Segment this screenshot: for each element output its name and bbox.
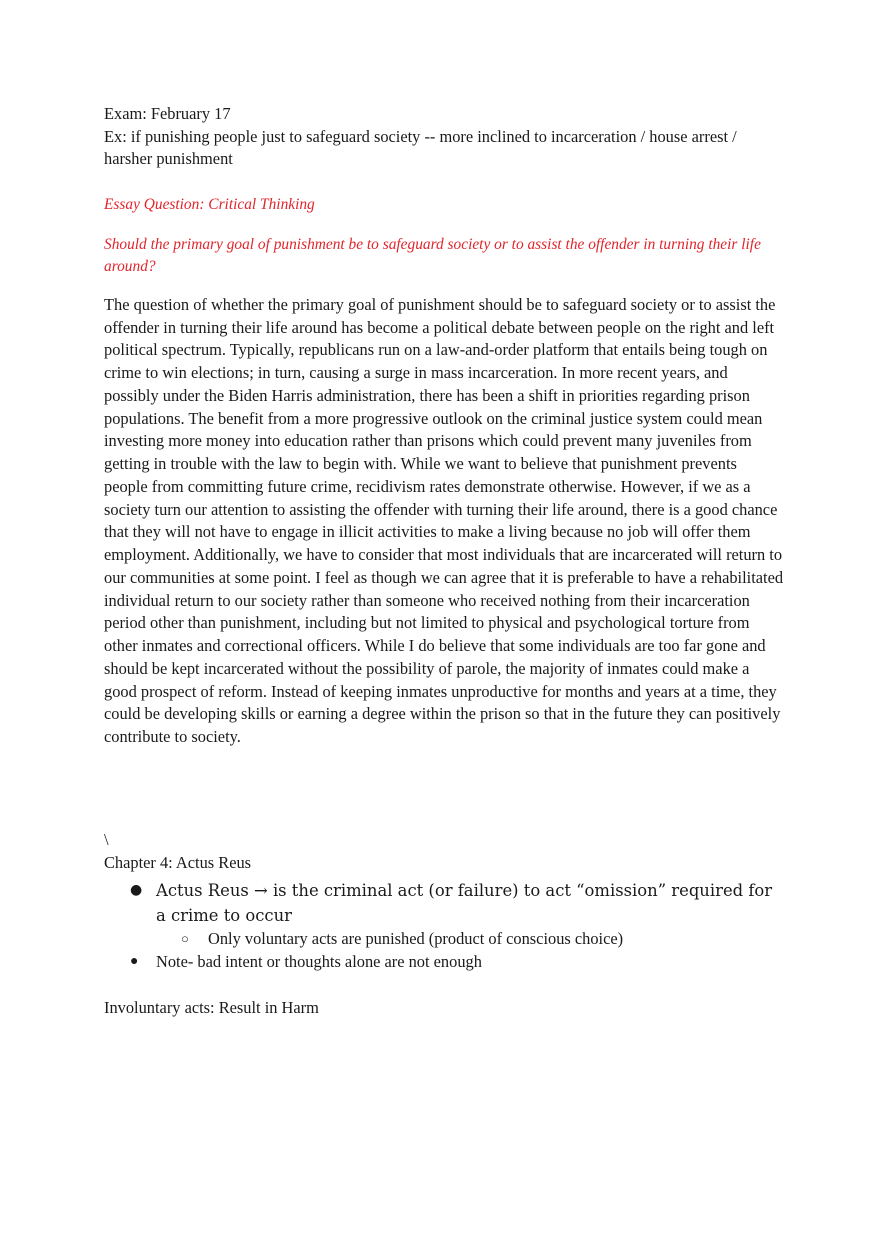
document-content	[104, 103, 784, 1019]
stray-backslash: \	[104, 829, 109, 849]
list-item-text: Note- bad intent or thoughts alone are not enough	[156, 951, 482, 971]
chapter-title: Chapter 4: Actus Reus	[104, 852, 252, 872]
sub-bullet-list	[156, 928, 784, 951]
list-item-text: Actus Reus → is the criminal act (or failure) to act “omission” required for a crime to occur	[156, 881, 773, 926]
bullet-dot-icon: ●	[130, 953, 139, 969]
list-item	[104, 878, 784, 951]
bullet-dot-icon: ●	[130, 882, 143, 899]
list-item	[104, 951, 784, 974]
essay-question: Should the primary goal of punishment be to safeguard society or to assist the offender in turning their life around?	[104, 235, 761, 276]
closing-line: Involuntary acts: Result in Harm	[104, 997, 319, 1017]
example-line: Ex: if punishing people just to safeguard society -- more inclined to incarceration / house arrest / harsher punishment	[104, 126, 737, 169]
bullet-circle-icon: ○	[181, 931, 189, 947]
sub-list-item	[156, 928, 784, 951]
notes-bullet-list	[104, 878, 784, 973]
sub-list-item-text: Only voluntary acts are punished (product of conscious choice)	[208, 929, 624, 949]
essay-title: Essay Question: Critical Thinking	[104, 196, 315, 214]
essay-body: The question of whether the primary goal of punishment should be to safeguard society or to assist the offender in turning their life around has become a political debate between people on the right and left political spectrum. Typically, republicans run on a law-and-order platform that entails being tough on crime to win elections; in turn, causing a surge in mass incarceration. In more recent years, and possibly under the Biden Harris administration, there has been a shift in priorities regarding prison populations. The benefit from a more progressive outlook on the criminal justice system could mean investing more money into education rather than prisons which could prevent many juveniles from getting in trouble with the law to begin with. While we want to believe that punishment prevents people from committing future crime, recidivism rates demonstrate otherwise. However, if we as a society turn our attention to assisting the offender with turning their life around, there is a good chance that they will not have to engage in illicit activities to make a living because no job will offer them employment. Additionally, we have to consider that most individuals that are incarcerated will return to our communities at some point. I feel as though we can agree that it is preferable to have a rehabilitated individual return to our society rather than someone who received nothing from their incarceration period other than punishment, including but not limited to physical and psychological torture from other inmates and correctional officers. While I do believe that some individuals are too far gone and should be kept incarcerated without the possibility of parole, the majority of inmates could make a good prospect of reform. Instead of keeping inmates unproductive for months and years at a time, they could be developing skills or earning a degree within the prison so that in the future they can positively contribute to society.	[104, 294, 784, 747]
exam-date-line: Exam: February 17	[104, 104, 231, 123]
